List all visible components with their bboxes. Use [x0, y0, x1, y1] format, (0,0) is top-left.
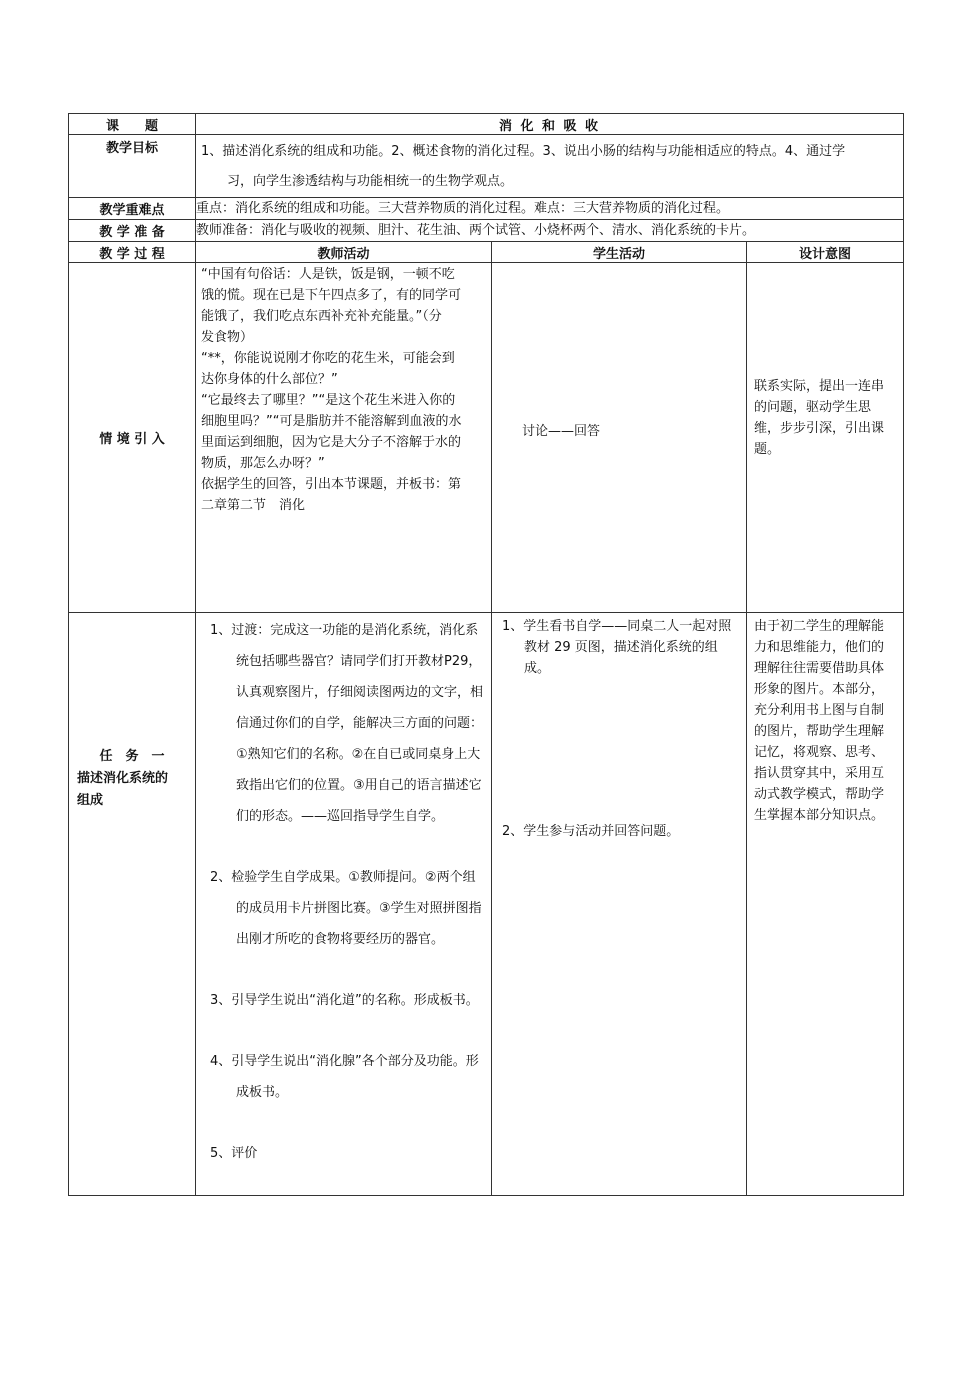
preparation-text: 教师准备：消化与吸收的视频、胆汁、花生油、两个试管、小烧杯两个、清水、消化系统的卡片。: [196, 220, 904, 242]
design-line: 题。: [754, 441, 781, 457]
teacher-line: 里面运到细胞，因为它是大分子不溶解于水的: [201, 435, 462, 450]
teacher-line: “中国有句俗话：人是铁，饭是钢，一顿不吃: [201, 267, 455, 282]
section2-label-line1: 任 务 一: [99, 749, 165, 764]
objectives-row: [69, 135, 904, 198]
section2-label: [69, 613, 196, 1196]
teacher-item: 1、过渡：完成这一功能的是消化系统，消化系统包括哪些器官？请同学们打开教材P29，认真观察图片，仔细阅读图两边的文字，相信通过你们的自学，能解决三方面的问题：①熟知它们的名称。②在自已或同桌身上大致指出它们的位置。③用自己的语言描述它们的形态。——巡回指导学生自学。: [210, 623, 484, 824]
design-line: 联系实际，提出一连串: [754, 378, 885, 394]
topic-row: [69, 114, 904, 135]
design-line: 形象的图片。本部分，: [754, 682, 885, 697]
lesson-plan-table: [68, 113, 904, 1196]
section1-row: [69, 263, 904, 613]
objectives-line2: 习，向学生渗透结构与功能相统一的生物学观点。: [227, 174, 514, 189]
design-line: 生掌握本部分知识点。: [754, 808, 885, 823]
design-line: 记忆，将观察、思考、: [754, 745, 885, 760]
section1-label: 情 境 引 入: [69, 263, 196, 613]
topic-label: 课 题: [69, 114, 196, 135]
preparation-row: [69, 220, 904, 242]
teacher-line: 二章第二节 消化: [201, 498, 306, 513]
col-student: 学生活动: [492, 242, 747, 263]
key-points-label: 教学重难点: [69, 198, 196, 220]
design-line: 维，步步引深，引出课: [754, 420, 885, 436]
section2-label-line2: 描述消化系统的: [77, 771, 169, 786]
teacher-line: 细胞里吗？”“可是脂肪并不能溶解到血液的水: [201, 414, 462, 429]
section1-student: [492, 263, 747, 613]
teacher-line: 依据学生的回答，引出本节课题，并板书：第: [201, 477, 462, 492]
preparation-label: 教 学 准 备: [69, 220, 196, 242]
teacher-line: “**，你能说说刚才你吃的花生米，可能会到: [201, 351, 455, 366]
topic-value: 消 化 和 吸 收: [196, 114, 904, 135]
col-process: 教 学 过 程: [69, 242, 196, 263]
design-line: 理解往往需要借助具体: [754, 661, 885, 676]
teacher-line: 物质，那怎么办呀？”: [201, 456, 325, 471]
objectives-cell: [196, 135, 904, 198]
objectives-line1: 1、描述消化系统的组成和功能。2、概述食物的消化过程。3、说出小肠的结构与功能相适应的特点。4、通过学: [201, 144, 846, 159]
student-item: 1、学生看书自学——同桌二人一起对照教材 29 页图，描述消化系统的组成。: [502, 619, 732, 676]
teacher-item: 3、引导学生说出“消化道”的名称。形成板书。: [210, 993, 479, 1008]
design-line: 的图片，帮助学生理解: [754, 724, 885, 739]
design-line: 力和思维能力，他们的: [754, 640, 885, 655]
section2-design: [747, 613, 904, 1196]
key-points-text: 重点：消化系统的组成和功能。三大营养物质的消化过程。难点：三大营养物质的消化过程。: [196, 198, 904, 220]
section1-design: [747, 263, 904, 613]
section2-label-line3: 组成: [77, 793, 104, 808]
design-line: 的问题，驱动学生思: [754, 399, 872, 415]
teacher-line: 发食物）: [201, 330, 254, 345]
teacher-item: 4、引导学生说出“消化腺”各个部分及功能。形成板书。: [210, 1054, 479, 1100]
section1-teacher: [196, 263, 492, 613]
design-line: 指认贯穿其中，采用互: [754, 766, 885, 781]
column-header-row: [69, 242, 904, 263]
objectives-label: 教学目标: [69, 135, 196, 198]
student-text: 讨论——回答: [522, 424, 601, 439]
teacher-line: 达你身体的什么部位？”: [201, 372, 338, 387]
key-points-row: [69, 198, 904, 220]
col-design: 设计意图: [747, 242, 904, 263]
teacher-line: 能饿了，我们吃点东西补充补充能量。”（分: [201, 309, 442, 324]
design-line: 动式教学模式，帮助学: [754, 787, 885, 802]
student-item: 2、学生参与活动并回答问题。: [502, 824, 680, 839]
teacher-item: 5、评价: [210, 1146, 258, 1161]
design-line: 由于初二学生的理解能: [754, 619, 885, 634]
section2-teacher: [196, 613, 492, 1196]
section2-row: [69, 613, 904, 1196]
col-teacher: 教师活动: [196, 242, 492, 263]
section2-student: [492, 613, 747, 1196]
teacher-line: “它最终去了哪里？”“是这个花生米进入你的: [201, 393, 456, 408]
teacher-item: 2、检验学生自学成果。①教师提问。②两个组的成员用卡片拼图比赛。③学生对照拼图指出刚才所吃的食物将要经历的器官。: [210, 870, 482, 947]
design-line: 充分利用书上图与自制: [754, 703, 885, 718]
teacher-line: 饿的慌。现在已是下午四点多了，有的同学可: [201, 288, 462, 303]
